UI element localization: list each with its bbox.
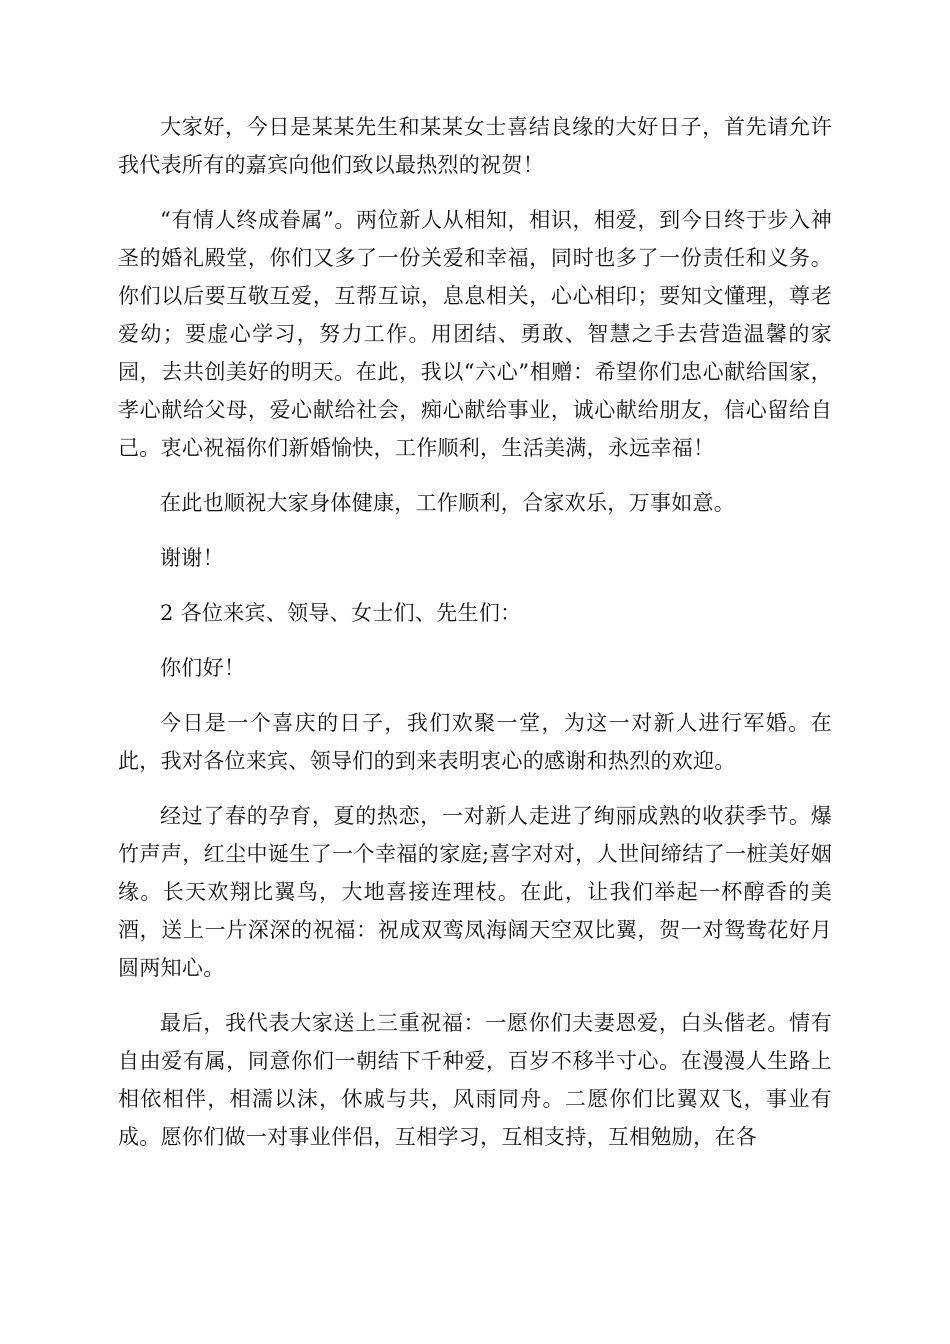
document-body [118, 108, 832, 1173]
paragraph-welcome: 今日是一个喜庆的日子，我们欢聚一堂，为这一对新人进行军婚。在此，我对各位来宾、领导们的到来表明衷心的感谢和热烈的欢迎。 [118, 711, 832, 773]
paragraph-greeting: 大家好，今日是某某先生和某某女士喜结良缘的大好日子，首先请允许我代表所有的嘉宾向他们致以最热烈的祝贺！ [118, 115, 832, 177]
paragraph-blessing: “有情人终成眷属”。两位新人从相知，相识，相爱，到今日终于步入神圣的婚礼殿堂，你们又多了一份关爱和幸福，同时也多了一份责任和义务。你们以后要互敬互爱，互帮互谅，息息相关，心心相印；要知文懂理，尊老爱幼；要虚心学习，努力工作。用团结、勇敢、智慧之手去营造温馨的家园，去共创美好的明天。在此，我以“六心”相赠：希望你们忠心献给国家，孝心献给父母，爱心献给社会，痴心献给事业，诚心献给朋友，信心留给自己。衷心祝福你们新婚愉快，工作顺利，生活美满，永远幸福！ [118, 208, 832, 460]
paragraph-seasons: 经过了春的孕育，夏的热恋，一对新人走进了绚丽成熟的收获季节。爆竹声声，红尘中诞生了一个幸福的家庭;喜字对对，人世间缔结了一桩美好姻缘。长天欢翔比翼鸟，大地喜接连理枝。在此，让我们举起一杯醇香的美酒，送上一片深深的祝福：祝成双鸾凤海阔天空双比翼，贺一对鸳鸯花好月圆两知心。 [118, 804, 832, 980]
paragraph-salutation: 2 各位来宾、领导、女士们、先生们： [160, 601, 522, 625]
paragraph-thanks: 谢谢！ [160, 546, 224, 570]
paragraph-three-blessings: 最后，我代表大家送上三重祝福：一愿你们夫妻恩爱，白头偕老。情有自由爱有属，同意你们一朝结下千种爱，百岁不移半寸心。在漫漫人生路上相依相伴，相濡以沫，休戚与共，风雨同舟。二愿你们比翼双飞，事业有成。愿你们做一对事业伴侣，互相学习，互相支持，互相勉励，在各 [118, 1011, 832, 1149]
paragraph-wishes: 在此也顺祝大家身体健康，工作顺利，合家欢乐，万事如意。 [160, 491, 736, 515]
paragraph-hello: 你们好！ [160, 656, 246, 680]
